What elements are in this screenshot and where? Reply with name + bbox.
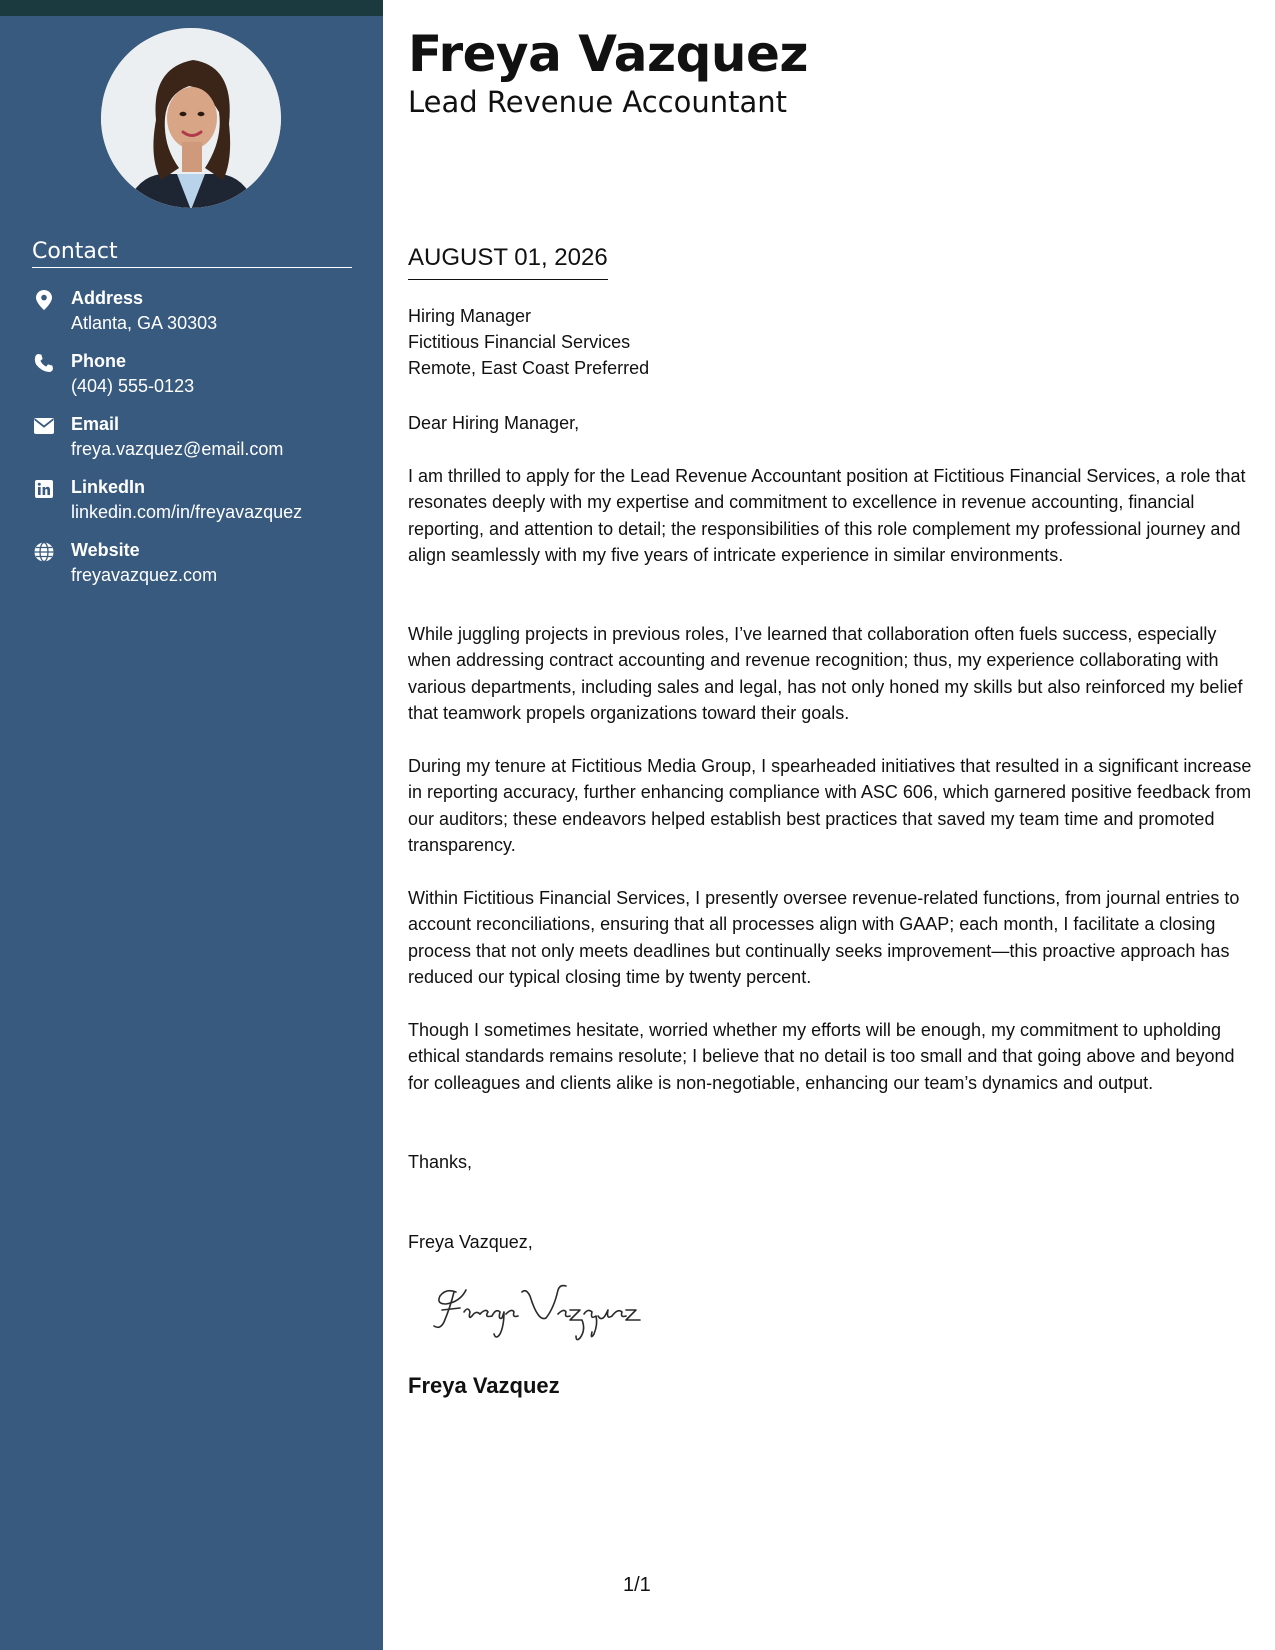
sign-off-name: Freya Vazquez, — [408, 1232, 533, 1252]
map-pin-icon — [32, 288, 56, 312]
contact-value: freya.vazquez@email.com — [71, 439, 284, 459]
applicant-name: Freya Vazquez — [408, 25, 808, 83]
body-paragraph: I am thrilled to apply for the Lead Revenue Accountant position at Fictitious Financial Services, a role that resonates deeply with my expertise and commitment to excellence in revenue accounting, financial reporting, and attention to detail; the responsibilities of this role complement my professional journey and align seamlessly with my five years of intricate experience in similar environments. — [408, 466, 1246, 566]
globe-icon — [32, 540, 56, 564]
page-number: 1/1 — [623, 1574, 651, 1596]
contact-value: (404) 555-0123 — [71, 376, 195, 396]
handwritten-signature — [426, 1278, 656, 1353]
sidebar-top-bar — [0, 0, 383, 16]
contact-label: Phone — [71, 351, 127, 371]
salutation: Dear Hiring Manager, — [408, 413, 580, 433]
website-link[interactable]: freyavazquez.com — [71, 565, 218, 585]
linkedin-link[interactable]: linkedin.com/in/freyavazquez — [71, 502, 303, 522]
body-paragraph: Though I sometimes hesitate, worried whether my efforts will be enough, my commitment to upholding ethical standards remains resolute; I believe that no detail is too small and that going above and beyond for colleagues and clients alike is non-negotiable, enhancing our team’s dynamics and output. — [408, 1020, 1235, 1093]
envelope-icon — [32, 414, 56, 438]
linkedin-icon — [32, 477, 56, 501]
contact-label: Address — [71, 288, 144, 308]
job-title: Lead Revenue Accountant — [408, 85, 788, 119]
phone-icon — [32, 351, 56, 375]
letter-date: AUGUST 01, 2026 — [408, 243, 608, 280]
recipient-line: Fictitious Financial Services — [408, 332, 631, 352]
body-paragraph: While juggling projects in previous roles, I’ve learned that collaboration often fuels success, especially when addressing contract accounting and revenue recognition; thus, my experience collaborating with various departments, including sales and legal, has not only honed my skills but also reinforced my belief that teamwork propels organizations toward their goals. — [408, 624, 1243, 724]
contact-label: LinkedIn — [71, 477, 146, 497]
body-paragraph: Within Fictitious Financial Services, I presently oversee revenue-related functions, from journal entries to account reconciliations, ensuring that all processes align with GAAP; each month, I facilitate a closing process that not only meets deadlines but continually seeks improvement—this proactive approach has reduced our typical closing time by twenty percent. — [408, 888, 1240, 988]
recipient-block — [408, 303, 649, 381]
recipient-line: Remote, East Coast Preferred — [408, 358, 650, 378]
closing: Thanks, — [408, 1152, 473, 1172]
contact-value: Atlanta, GA 30303 — [71, 313, 218, 333]
contact-label: Website — [71, 540, 140, 560]
contact-heading: Contact — [32, 239, 352, 268]
recipient-line: Hiring Manager — [408, 306, 532, 326]
avatar — [101, 28, 281, 208]
contact-label: Email — [71, 414, 120, 434]
printed-name: Freya Vazquez — [408, 1373, 560, 1398]
body-paragraph: During my tenure at Fictitious Media Group, I spearheaded initiatives that resulted in a significant increase in reporting accuracy, further enhancing compliance with ASC 606, which garnered positive feedback from our auditors; these endeavors helped establish best practices that saved my team time and promoted transparency. — [408, 756, 1252, 856]
sidebar — [0, 0, 383, 1650]
